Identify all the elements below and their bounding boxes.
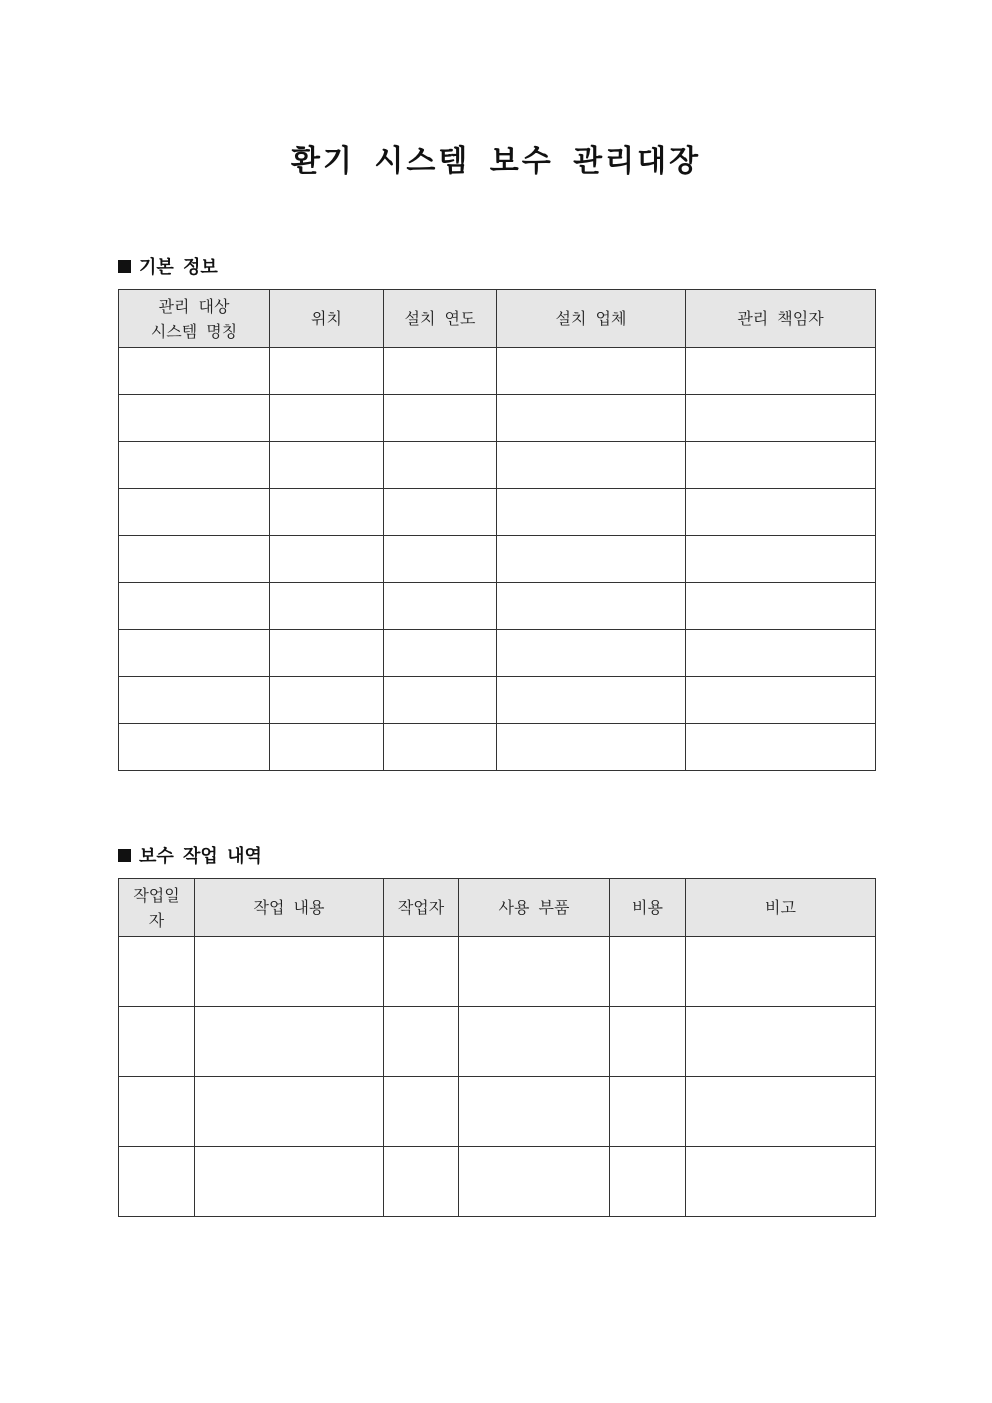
- section-heading-label: 보수 작업 내역: [139, 846, 262, 867]
- work-history-table: [118, 878, 876, 1217]
- work-history-cell[interactable]: [119, 1077, 195, 1147]
- work-history-cell[interactable]: [119, 1147, 195, 1217]
- basic-info-cell[interactable]: [270, 442, 384, 489]
- basic-info-cell[interactable]: [497, 536, 686, 583]
- table-row: [119, 1007, 876, 1077]
- section-heading-work-history: [118, 842, 262, 868]
- basic-info-cell[interactable]: [384, 395, 497, 442]
- column-header-cost: [610, 879, 686, 937]
- basic-info-cell[interactable]: [270, 677, 384, 724]
- basic-info-cell[interactable]: [119, 348, 270, 395]
- basic-info-cell[interactable]: [497, 583, 686, 630]
- work-history-cell[interactable]: [610, 1147, 686, 1217]
- basic-info-cell[interactable]: [686, 348, 876, 395]
- header-text-line-1: 작업일: [133, 885, 180, 905]
- column-header-install-company: [497, 290, 686, 348]
- work-history-cell[interactable]: [195, 1077, 384, 1147]
- work-history-cell[interactable]: [195, 1147, 384, 1217]
- document-title: 환기 시스템 보수 관리대장: [290, 144, 702, 179]
- work-history-cell[interactable]: [610, 1007, 686, 1077]
- basic-info-table: [118, 289, 876, 771]
- work-history-cell[interactable]: [384, 937, 459, 1007]
- basic-info-cell[interactable]: [119, 536, 270, 583]
- basic-info-cell[interactable]: [384, 630, 497, 677]
- basic-info-cell[interactable]: [119, 724, 270, 771]
- basic-info-cell[interactable]: [119, 630, 270, 677]
- basic-info-cell[interactable]: [686, 630, 876, 677]
- table-header-row: [119, 290, 876, 348]
- column-header-install-year: [384, 290, 497, 348]
- work-history-cell[interactable]: [686, 1077, 876, 1147]
- table-row: [119, 395, 876, 442]
- section-heading-basic-info: [118, 253, 218, 279]
- basic-info-cell[interactable]: [497, 677, 686, 724]
- header-text-line-2: 자: [148, 910, 165, 930]
- basic-info-cell[interactable]: [384, 583, 497, 630]
- table-row: [119, 724, 876, 771]
- basic-info-cell[interactable]: [384, 677, 497, 724]
- header-text: 관리 책임자: [737, 309, 824, 328]
- basic-info-cell[interactable]: [119, 583, 270, 630]
- column-header-work-description: [195, 879, 384, 937]
- column-header-location: [270, 290, 384, 348]
- basic-info-cell[interactable]: [119, 489, 270, 536]
- black-square-bullet-icon: [118, 849, 131, 862]
- basic-info-cell[interactable]: [270, 395, 384, 442]
- table-row: [119, 536, 876, 583]
- table-row: [119, 442, 876, 489]
- column-header-remarks: [686, 879, 876, 937]
- section-heading-label: 기본 정보: [139, 257, 218, 278]
- basic-info-cell[interactable]: [497, 395, 686, 442]
- column-header-worker: [384, 879, 459, 937]
- work-history-cell[interactable]: [119, 1007, 195, 1077]
- basic-info-cell[interactable]: [497, 489, 686, 536]
- work-history-table-body: [119, 937, 876, 1217]
- table-row: [119, 1077, 876, 1147]
- basic-info-cell[interactable]: [686, 583, 876, 630]
- work-history-cell[interactable]: [686, 1147, 876, 1217]
- work-history-cell[interactable]: [610, 1077, 686, 1147]
- table-row: [119, 1147, 876, 1217]
- table-row: [119, 348, 876, 395]
- basic-info-cell[interactable]: [119, 677, 270, 724]
- basic-info-cell[interactable]: [686, 677, 876, 724]
- work-history-cell[interactable]: [610, 937, 686, 1007]
- header-text: 설치 연도: [404, 309, 476, 328]
- column-header-system-name: [119, 290, 270, 348]
- basic-info-cell[interactable]: [384, 489, 497, 536]
- work-history-cell[interactable]: [384, 1077, 459, 1147]
- header-text-line-2: 시스템 명칭: [150, 321, 238, 341]
- header-text: 비용: [632, 898, 663, 917]
- work-history-cell[interactable]: [459, 1007, 610, 1077]
- work-history-cell[interactable]: [686, 1007, 876, 1077]
- column-header-parts-used: [459, 879, 610, 937]
- column-header-manager: [686, 290, 876, 348]
- basic-info-cell[interactable]: [384, 536, 497, 583]
- basic-info-cell[interactable]: [686, 536, 876, 583]
- table-row: [119, 583, 876, 630]
- basic-info-cell[interactable]: [686, 489, 876, 536]
- basic-info-cell[interactable]: [270, 724, 384, 771]
- basic-info-cell[interactable]: [497, 630, 686, 677]
- header-text: 사용 부품: [498, 898, 570, 917]
- basic-info-table-body: [119, 348, 876, 771]
- work-history-cell[interactable]: [459, 937, 610, 1007]
- table-row: [119, 630, 876, 677]
- work-history-cell[interactable]: [459, 1147, 610, 1217]
- basic-info-cell[interactable]: [119, 442, 270, 489]
- table-row: [119, 677, 876, 724]
- basic-info-cell[interactable]: [270, 630, 384, 677]
- work-history-cell[interactable]: [195, 1007, 384, 1077]
- header-text: 설치 업체: [555, 309, 627, 328]
- basic-info-cell[interactable]: [270, 489, 384, 536]
- work-history-cell[interactable]: [384, 1147, 459, 1217]
- table-row: [119, 489, 876, 536]
- column-header-work-date: [119, 879, 195, 937]
- basic-info-cell[interactable]: [686, 724, 876, 771]
- header-text: 위치: [311, 309, 342, 328]
- basic-info-cell[interactable]: [384, 724, 497, 771]
- basic-info-cell[interactable]: [270, 536, 384, 583]
- basic-info-cell[interactable]: [686, 442, 876, 489]
- work-history-cell[interactable]: [686, 937, 876, 1007]
- black-square-bullet-icon: [118, 260, 131, 273]
- header-text: 작업자: [397, 898, 445, 917]
- basic-info-cell[interactable]: [686, 395, 876, 442]
- basic-info-cell[interactable]: [384, 348, 497, 395]
- basic-info-cell[interactable]: [384, 442, 497, 489]
- basic-info-cell[interactable]: [270, 583, 384, 630]
- basic-info-cell[interactable]: [119, 395, 270, 442]
- table-row: [119, 937, 876, 1007]
- header-text-line-1: 관리 대상: [158, 296, 230, 316]
- basic-info-cell[interactable]: [497, 348, 686, 395]
- work-history-cell[interactable]: [119, 937, 195, 1007]
- work-history-cell[interactable]: [384, 1007, 459, 1077]
- header-text: 작업 내용: [253, 898, 325, 917]
- basic-info-cell[interactable]: [270, 348, 384, 395]
- work-history-cell[interactable]: [459, 1077, 610, 1147]
- work-history-cell[interactable]: [195, 937, 384, 1007]
- basic-info-cell[interactable]: [497, 724, 686, 771]
- basic-info-cell[interactable]: [497, 442, 686, 489]
- table-header-row: [119, 879, 876, 937]
- header-text: 비고: [765, 898, 796, 917]
